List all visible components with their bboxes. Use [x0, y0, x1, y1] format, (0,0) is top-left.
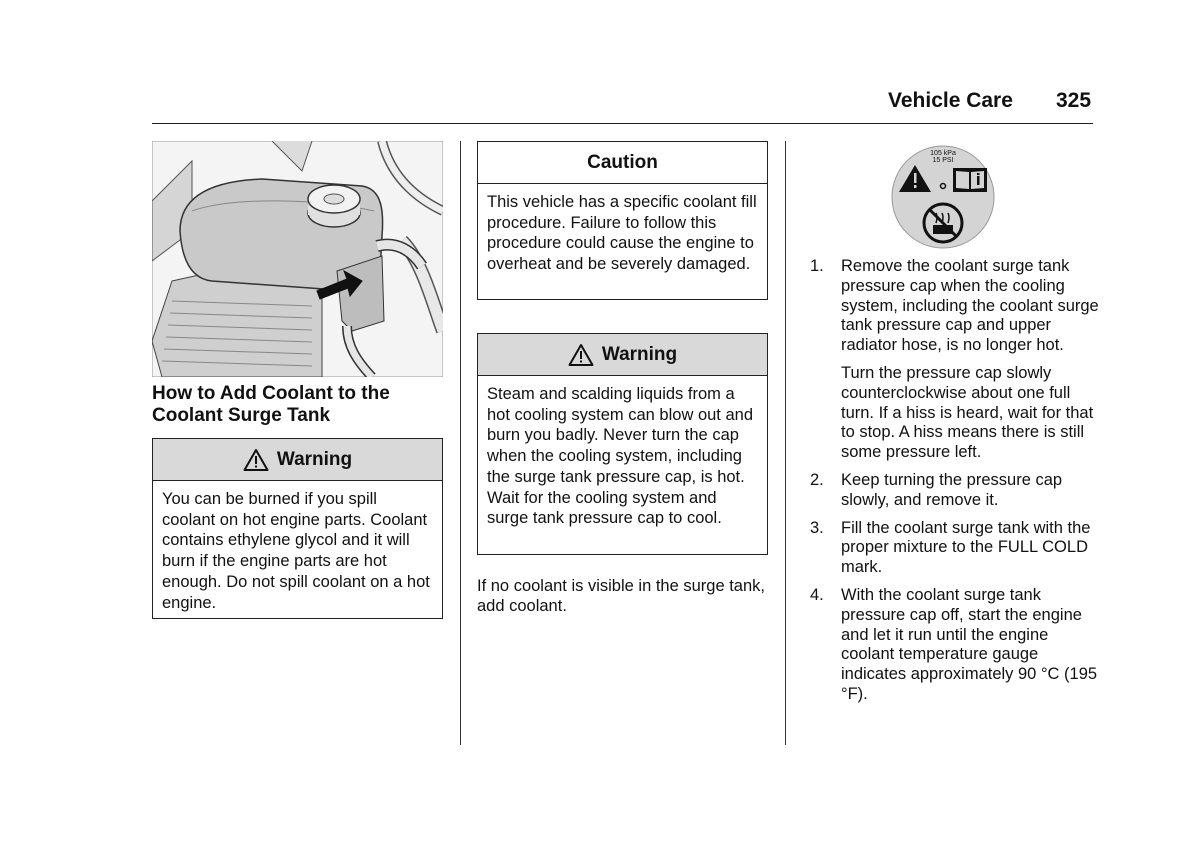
warning-box-burn	[152, 438, 443, 619]
manual-book-icon	[953, 168, 987, 192]
step-item	[810, 257, 1100, 463]
caution-box	[477, 141, 768, 300]
step-item	[810, 519, 1100, 578]
step-number: 1.	[810, 257, 824, 275]
step-number: 2.	[810, 470, 824, 489]
no-open-hot-icon	[924, 204, 962, 242]
warning-title: Warning	[276, 448, 353, 470]
section-heading: How to Add Coolant to the Coolant Surge Tank	[152, 383, 390, 426]
column-divider-left	[460, 141, 461, 745]
step-number: 3.	[810, 518, 824, 537]
caution-header	[478, 142, 767, 184]
step-text: With the coolant surge tank pressure cap off, start the engine and let it run until the engine coolant temperature gauge indicates approximately 90 °C (195 °F).	[841, 585, 1098, 703]
step-item	[810, 586, 1100, 705]
procedure-steps	[810, 257, 1100, 713]
coolant-tank-illustration	[152, 141, 443, 377]
warning-title: Warning	[601, 343, 678, 365]
caution-body: This vehicle has a specific coolant fill procedure. Failure to follow this procedure could cause the engine to overheat and be severely damaged.	[487, 193, 757, 274]
pressure-cap-symbol	[891, 141, 995, 251]
warning-box-steam	[477, 333, 768, 555]
pressure-kpa: 105 kPa	[930, 150, 956, 157]
warning-header	[153, 439, 442, 481]
header-rule	[152, 123, 1093, 124]
warning-triangle-icon	[568, 343, 594, 367]
step-text: Keep turning the pressure cap slowly, and remove it.	[841, 470, 1063, 509]
warning-header	[478, 334, 767, 376]
section-title: Vehicle Care	[888, 89, 1013, 112]
warning-body: You can be burned if you spill coolant on hot engine parts. Coolant contains ethylene glycol and it will burn if the engine parts are hot enough. Do not spill coolant on a hot engine.	[162, 490, 430, 612]
caution-title: Caution	[587, 151, 658, 173]
warning-body: Steam and scalding liquids from a hot cooling system can blow out and burn you badly. Never turn the cap when the cooling system, including the surge tank pressure cap, is hot. Wait for the cooling system and surge tank pressure cap to cool.	[487, 385, 753, 528]
warning-triangle-icon	[243, 448, 269, 472]
step-text: Fill the coolant surge tank with the proper mixture to the FULL COLD mark.	[841, 518, 1091, 577]
column-divider-right	[785, 141, 786, 745]
body-paragraph: If no coolant is visible in the surge tank, add coolant.	[477, 577, 765, 615]
step-number: 4.	[810, 585, 824, 604]
page-number: 325	[1056, 89, 1092, 112]
step-note: Turn the pressure cap slowly counterclockwise about one full turn. If a hiss is heard, wait for that to stop. A hiss means there is still some pressure left.	[841, 363, 1094, 462]
step-text: Remove the coolant surge tank pressure cap when the cooling system, including the coolant surge tank pressure cap and upper radiator hose, is no longer hot.	[841, 257, 1099, 355]
step-item	[810, 471, 1100, 511]
pressure-psi: 15 PSI	[932, 157, 954, 164]
